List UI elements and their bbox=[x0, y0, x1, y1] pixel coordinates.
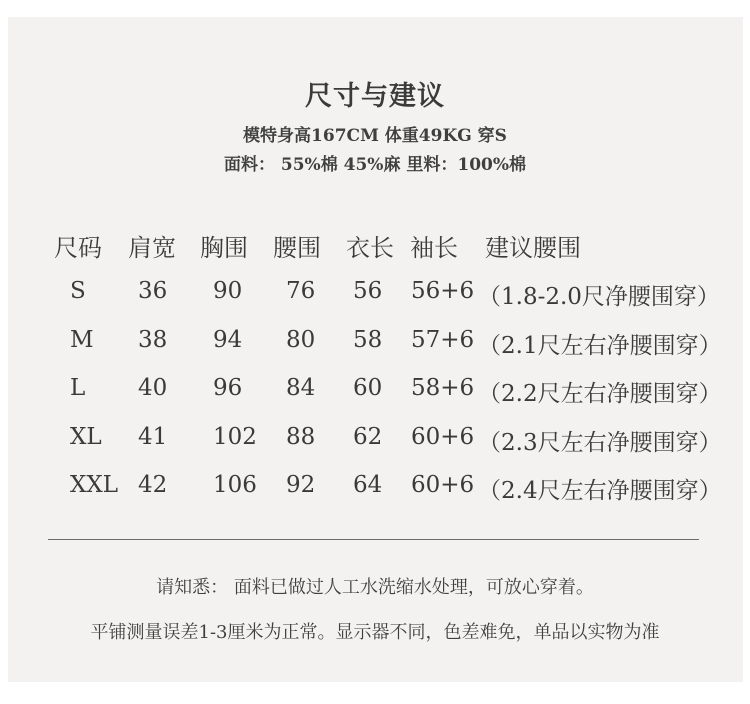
table-cell: 56 bbox=[353, 278, 383, 304]
table-cell: 88 bbox=[286, 424, 316, 450]
table-cell: （1.8-2.0尺净腰围穿） bbox=[478, 284, 720, 310]
table-cell: 92 bbox=[286, 472, 316, 498]
page-title: 尺寸与建议 bbox=[305, 81, 445, 112]
table-cell: XL bbox=[70, 424, 102, 450]
model-info: 模特身高167CM 体重49KG 穿S bbox=[243, 126, 507, 146]
header-waist: 腰围 bbox=[273, 234, 321, 262]
divider bbox=[48, 539, 699, 540]
measurement-note: 平铺测量误差1-3厘米为正常。显示器不同，色差难免，单品以实物为准 bbox=[90, 622, 660, 643]
table-cell: 64 bbox=[353, 472, 383, 498]
header-sleeve: 袖长 bbox=[410, 234, 458, 262]
table-cell: M bbox=[70, 327, 94, 353]
table-cell: 96 bbox=[213, 375, 243, 401]
table-cell: S bbox=[70, 278, 86, 304]
table-cell: 58 bbox=[353, 327, 383, 353]
table-cell: （2.2尺左右净腰围穿） bbox=[478, 381, 722, 407]
table-cell: 90 bbox=[213, 278, 243, 304]
table-cell: （2.3尺左右净腰围穿） bbox=[478, 430, 722, 456]
table-cell: 106 bbox=[213, 472, 257, 498]
table-cell: L bbox=[70, 375, 86, 401]
table-cell: （2.1尺左右净腰围穿） bbox=[478, 333, 722, 359]
table-cell: 58+6 bbox=[411, 375, 475, 401]
table-cell: 36 bbox=[138, 278, 168, 304]
header-suggested-waist: 建议腰围 bbox=[485, 234, 581, 262]
table-cell: （2.4尺左右净腰围穿） bbox=[478, 478, 722, 504]
table-cell: 102 bbox=[213, 424, 257, 450]
table-cell: 62 bbox=[353, 424, 383, 450]
header-size: 尺码 bbox=[54, 234, 102, 262]
table-cell: 94 bbox=[213, 327, 243, 353]
table-cell: 80 bbox=[286, 327, 316, 353]
wash-note: 请知悉： 面料已做过人工水洗缩水处理，可放心穿着。 bbox=[156, 577, 594, 598]
table-cell: 84 bbox=[286, 375, 316, 401]
table-cell: 41 bbox=[138, 424, 168, 450]
header-shoulder: 肩宽 bbox=[128, 234, 176, 262]
table-cell: 56+6 bbox=[411, 278, 475, 304]
table-cell: 76 bbox=[286, 278, 316, 304]
table-cell: 57+6 bbox=[411, 327, 475, 353]
table-cell: 42 bbox=[138, 472, 168, 498]
table-cell: 60+6 bbox=[411, 424, 475, 450]
header-length: 衣长 bbox=[346, 234, 394, 262]
header-chest: 胸围 bbox=[200, 234, 248, 262]
table-cell: 40 bbox=[138, 375, 168, 401]
table-cell: 38 bbox=[138, 327, 168, 353]
table-cell: 60 bbox=[353, 375, 383, 401]
fabric-info: 面料： 55%棉 45%麻 里料：100%棉 bbox=[223, 155, 526, 175]
table-cell: XXL bbox=[70, 472, 119, 498]
table-cell: 60+6 bbox=[411, 472, 475, 498]
